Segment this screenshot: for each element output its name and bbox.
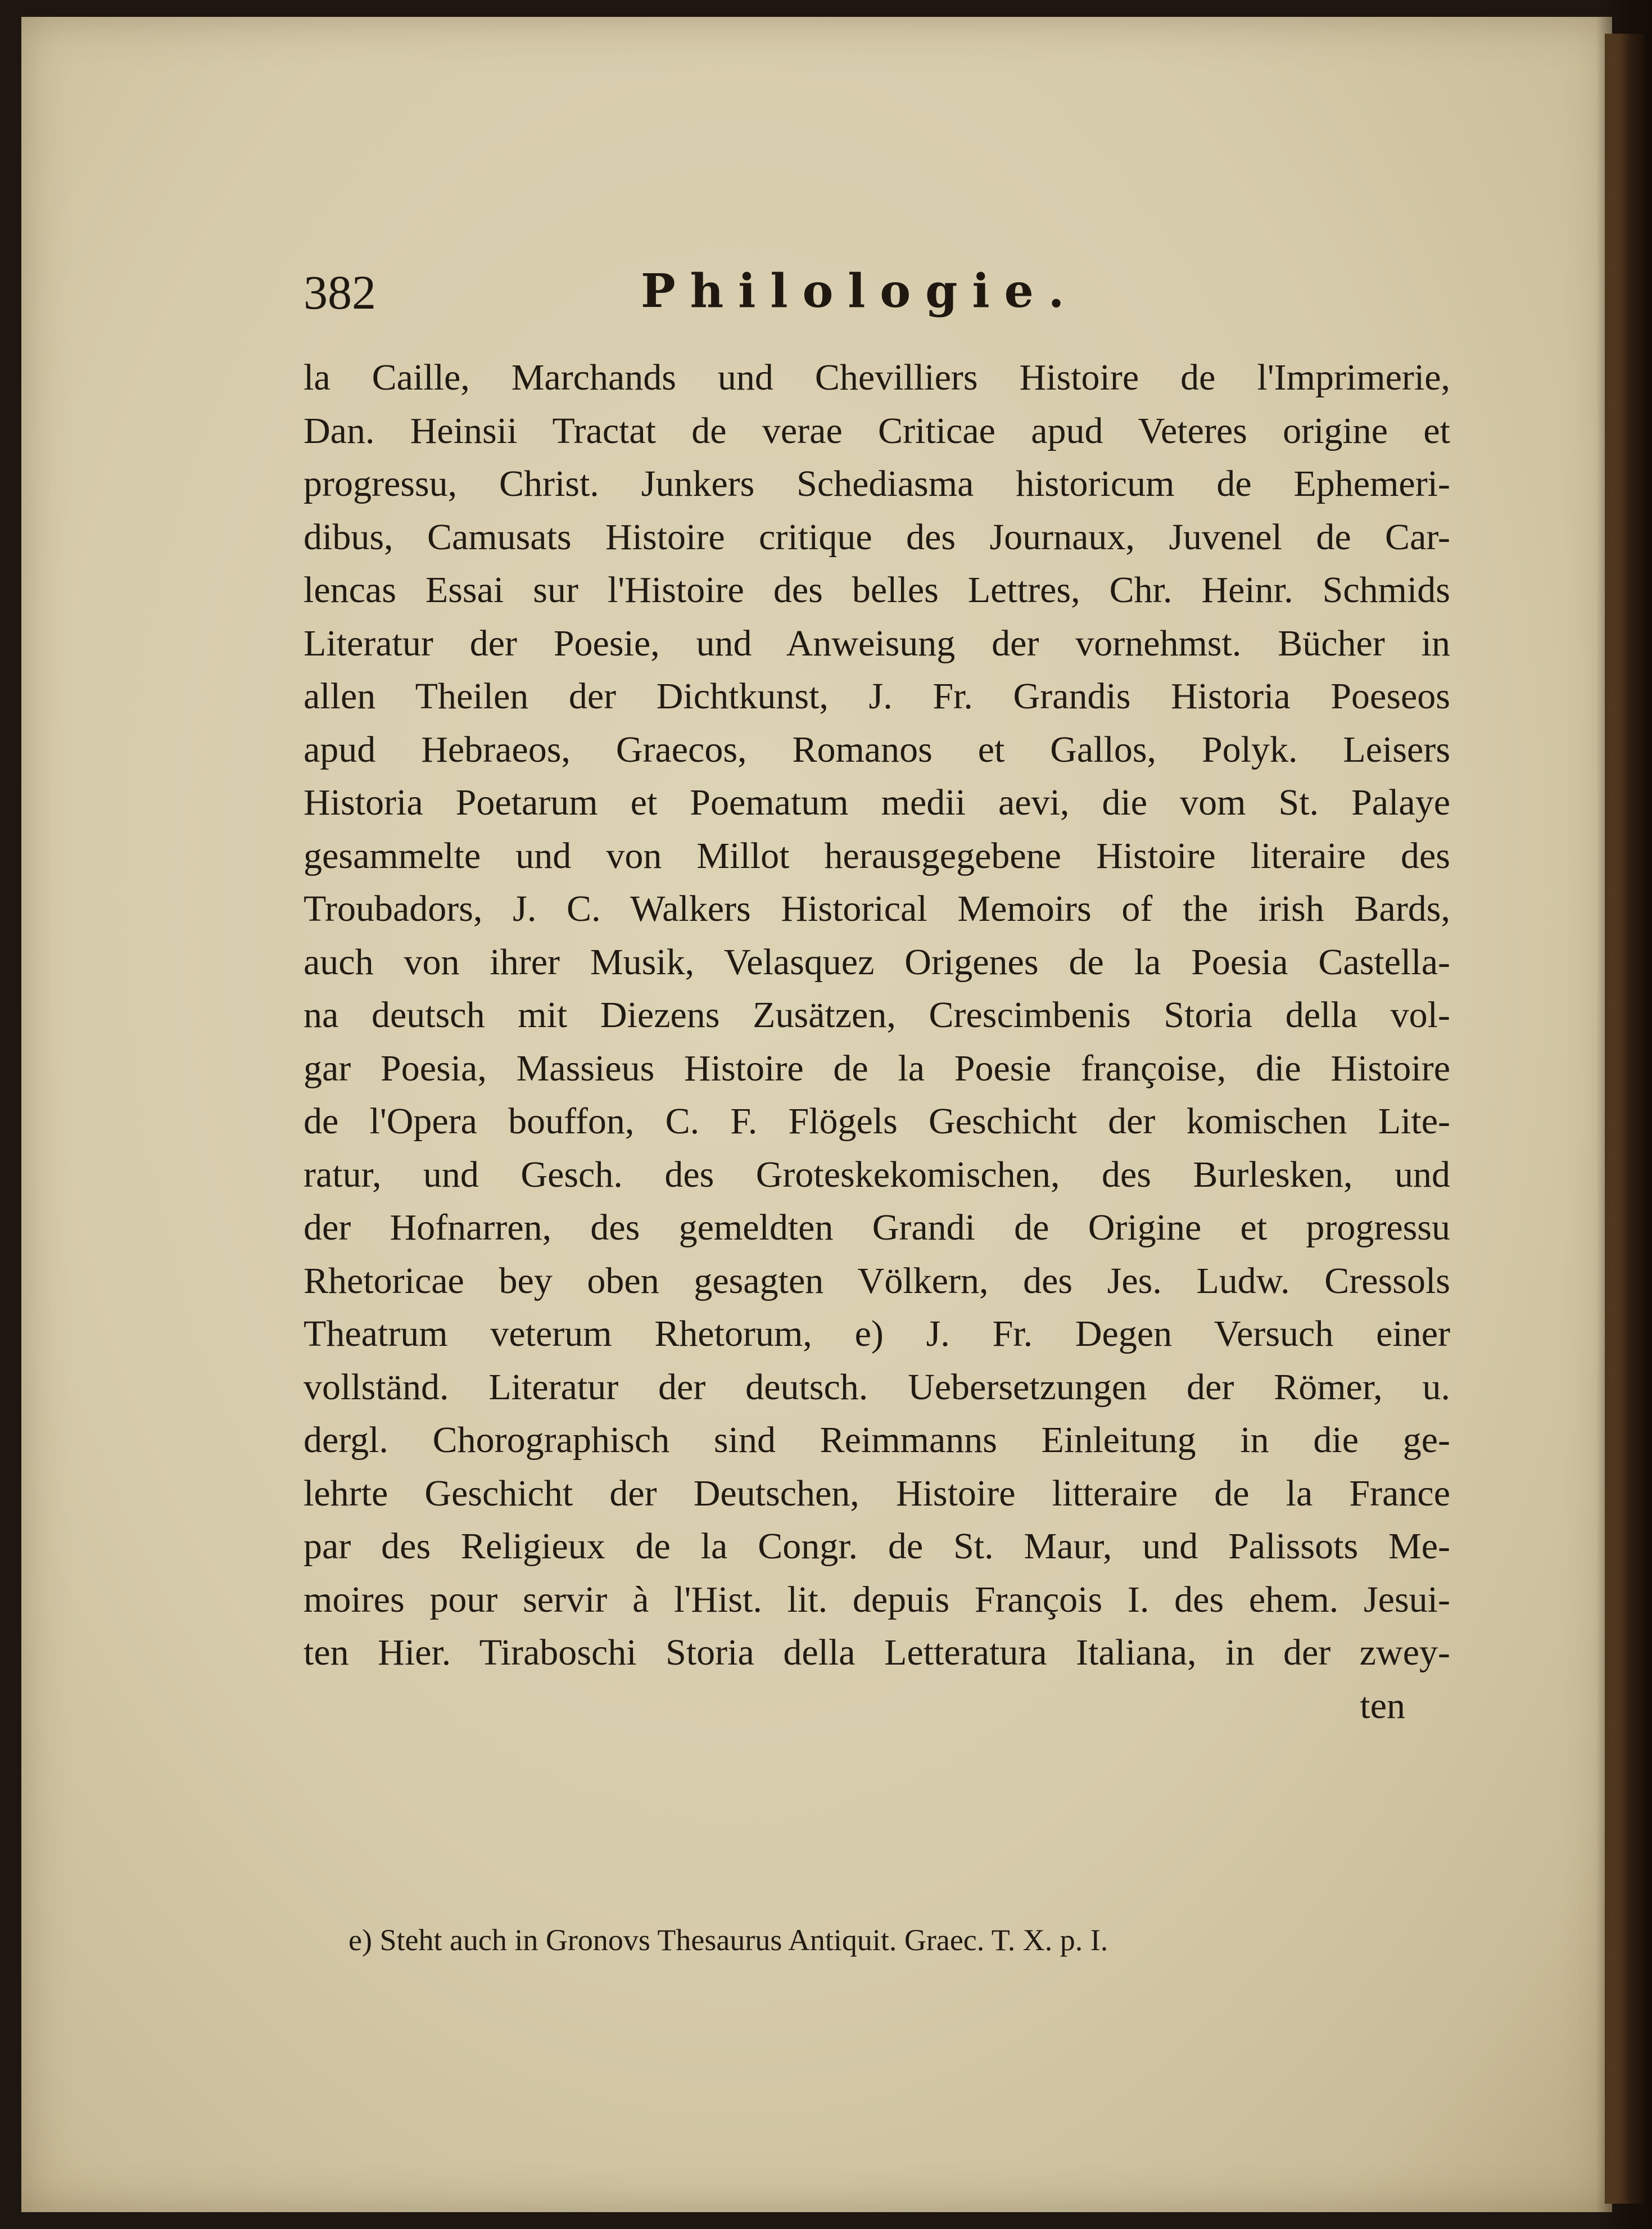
text-line-23: par des Religieux de la Congr. de St. Maur, und Palissots Me- — [304, 1526, 1450, 1567]
text-line-16: ratur, und Gesch. des Groteskekomischen, des Burlesken, und — [304, 1154, 1450, 1195]
text-line-7: allen Theilen der Dichtkunst, J. Fr. Grandis Historia Poeseos — [304, 676, 1450, 717]
text-line-4: dibus, Camusats Histoire critique des Journaux, Juvenel de Car- — [304, 516, 1450, 558]
text-line-21: dergl. Chorographisch sind Reimmanns Einleitung in die ge- — [304, 1419, 1450, 1461]
text-line-25: ten Hier. Tiraboschi Storia della Letteratura Italiana, in der zwey- — [304, 1632, 1450, 1673]
catchword: ten — [1360, 1685, 1405, 1726]
text-line-14: gar Poesia, Massieus Histoire de la Poesie françoise, die Histoire — [304, 1047, 1450, 1089]
running-head: Philologie. — [641, 264, 1079, 318]
text-line-6: Literatur der Poesie, und Anweisung der vornehmst. Bücher in — [304, 622, 1450, 664]
footnote: e) Steht auch in Gronovs Thesaurus Antiquit. Graec. T. X. p. I. — [348, 1923, 1108, 1957]
text-line-10: gesammelte und von Millot herausgegebene Histoire literaire des — [304, 835, 1450, 876]
text-line-5: lencas Essai sur l'Histoire des belles Lettres, Chr. Heinr. Schmids — [304, 569, 1450, 611]
text-line-8: apud Hebraeos, Graecos, Romanos et Gallos, Polyk. Leisers — [304, 729, 1450, 770]
text-line-1: la Caille, Marchands und Chevilliers Histoire de l'Imprimerie, — [304, 357, 1450, 398]
page-number: 382 — [304, 265, 376, 319]
body-text — [304, 351, 1450, 1733]
text-line-13: na deutsch mit Diezens Zusätzen, Crescimbenis Storia della vol- — [304, 994, 1450, 1036]
text-line-15: de l'Opera bouffon, C. F. Flögels Geschicht der komischen Lite- — [304, 1101, 1450, 1142]
page-header — [304, 264, 1456, 343]
text-line-24: moires pour servir à l'Hist. lit. depuis François I. des ehem. Jesui- — [304, 1579, 1450, 1620]
text-line-17: der Hofnarren, des gemeldten Grandi de Origine et progressu — [304, 1207, 1450, 1248]
book-binding-shadow — [1596, 0, 1652, 2229]
text-line-9: Historia Poetarum et Poematum medii aevi, die vom St. Palaye — [304, 782, 1450, 823]
text-line-3: progressu, Christ. Junkers Schediasma historicum de Ephemeri- — [304, 463, 1450, 504]
text-line-19: Theatrum veterum Rhetorum, e) J. Fr. Degen Versuch einer — [304, 1313, 1450, 1354]
text-line-12: auch von ihrer Musik, Velasquez Origenes de la Poesia Castella- — [304, 941, 1450, 983]
text-line-2: Dan. Heinsii Tractat de verae Criticae apud Veteres origine et — [304, 410, 1450, 451]
text-line-22: lehrte Geschicht der Deutschen, Histoire litteraire de la France — [304, 1472, 1450, 1514]
text-line-18: Rhetoricae bey oben gesagten Völkern, des Jes. Ludw. Cressols — [304, 1260, 1450, 1301]
text-line-11: Troubadors, J. C. Walkers Historical Memoirs of the irish Bards, — [304, 888, 1450, 929]
text-line-20: vollständ. Literatur der deutsch. Uebersetzungen der Römer, u. — [304, 1366, 1450, 1408]
